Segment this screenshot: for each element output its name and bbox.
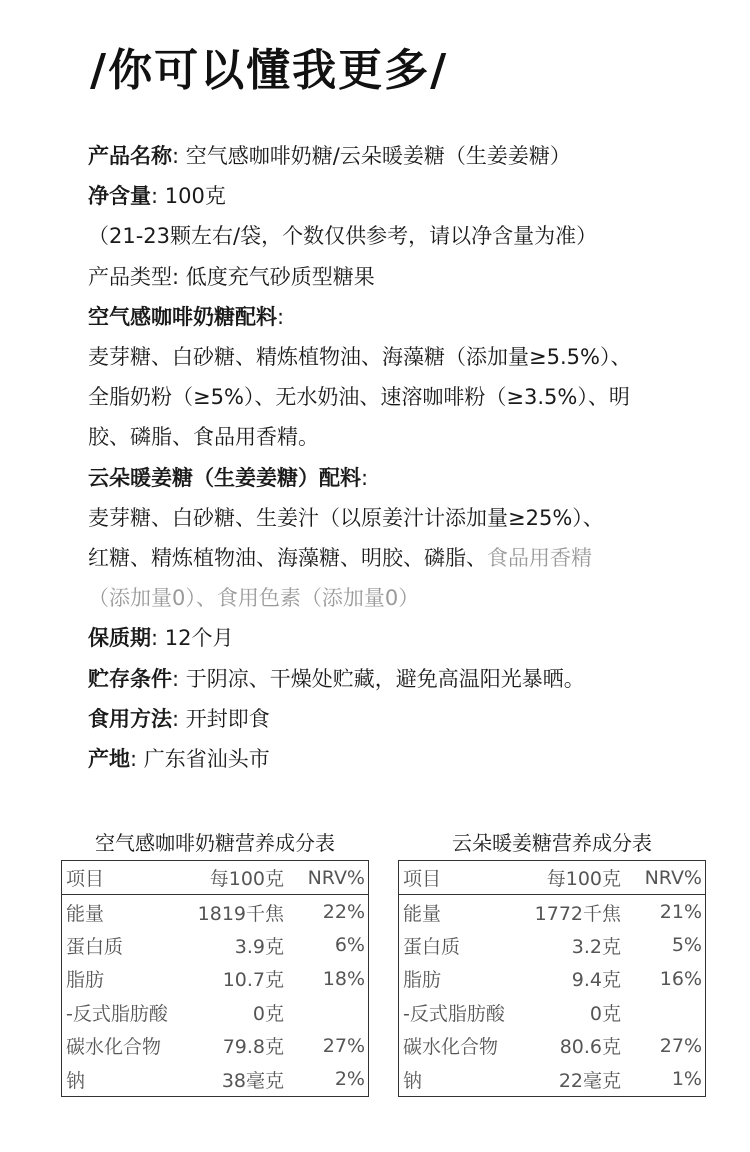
origin-label: 产地 <box>88 747 130 772</box>
row-item: 脂肪 <box>66 969 105 992</box>
shelf-life-line <box>88 618 708 658</box>
net-content-value: : 100克 <box>151 184 226 209</box>
coffee-ingredients-label: 空气感咖啡奶糖配料 <box>88 304 277 329</box>
table-row <box>62 929 369 962</box>
usage-label: 食用方法 <box>88 706 172 731</box>
row-amount: 9.4克 <box>571 969 621 992</box>
product-type-line: 产品类型: 低度充气砂质型糖果 <box>88 264 375 289</box>
ginger-ingredients-line-3: （添加量0）、食用色素（添加量0） <box>88 586 420 611</box>
net-content-note: （21-23颗左右/袋，个数仅供参考，请以净含量为准） <box>88 224 598 249</box>
nutrition-table <box>61 860 369 1097</box>
table-row <box>399 1029 706 1062</box>
row-item: 钠 <box>403 1069 423 1092</box>
product-info <box>88 136 708 779</box>
row-amount: 0克 <box>252 1002 284 1025</box>
row-nrv: 27% <box>322 1034 365 1057</box>
row-nrv: 6% <box>334 934 365 957</box>
row-nrv: 2% <box>334 1068 365 1091</box>
row-nrv <box>621 996 706 1029</box>
table-row <box>62 996 369 1029</box>
row-amount: 0克 <box>589 1002 621 1025</box>
ginger-nutrition-table <box>398 826 706 1097</box>
table-row <box>399 929 706 962</box>
storage-line <box>88 659 708 699</box>
net-content-line <box>88 176 708 216</box>
coffee-ingredients-line-3: 胶、磷脂、食品用香精。 <box>88 425 319 450</box>
row-amount: 22毫克 <box>558 1069 621 1092</box>
table-header-row <box>62 861 369 895</box>
row-amount: 10.7克 <box>222 969 284 992</box>
coffee-ingredients-line-2: 全脂奶粉（≥5%）、无水奶油、速溶咖啡粉（≥3.5%）、明 <box>88 385 630 410</box>
row-nrv: 27% <box>659 1034 702 1057</box>
table-row <box>62 1029 369 1062</box>
shelf-life-value: : 12个月 <box>151 626 234 651</box>
row-nrv: 22% <box>322 901 365 924</box>
row-amount: 3.2克 <box>571 935 621 958</box>
header-item: 项目 <box>62 861 179 895</box>
table-row <box>62 1062 369 1096</box>
origin-line <box>88 739 708 779</box>
ginger-ingredients-line-2b: 食品用香精 <box>487 546 592 571</box>
storage-value: : 于阴凉、干燥处贮藏，避免高温阳光暴晒。 <box>172 666 585 691</box>
ginger-ingredients-line-2a: 红糖、精炼植物油、海藻糖、明胶、磷脂、 <box>88 546 487 571</box>
coffee-nutrition-table <box>61 826 369 1097</box>
row-item: 蛋白质 <box>403 935 461 958</box>
row-amount: 38毫克 <box>221 1069 284 1092</box>
table-row <box>62 895 369 929</box>
row-amount: 80.6克 <box>559 1036 621 1059</box>
row-nrv: 21% <box>659 901 702 924</box>
row-amount: 3.9克 <box>234 935 284 958</box>
row-item: 脂肪 <box>403 969 442 992</box>
row-amount: 1819千焦 <box>197 902 284 925</box>
nutrition-table-title: 云朵暖姜糖营养成分表 <box>452 831 652 855</box>
ginger-ingredients-line-2 <box>88 538 708 578</box>
coffee-ingredients-heading <box>88 297 708 337</box>
row-item: 蛋白质 <box>66 935 124 958</box>
row-nrv: 18% <box>322 967 365 990</box>
ginger-ingredients-heading <box>88 458 708 498</box>
coffee-ingredients-line-1: 麦芽糖、白砂糖、精炼植物油、海藻糖（添加量≥5.5%）、 <box>88 345 632 370</box>
table-row <box>62 962 369 995</box>
origin-value: : 广东省汕头市 <box>130 747 270 772</box>
row-amount: 79.8克 <box>222 1036 284 1059</box>
usage-line <box>88 699 708 739</box>
row-item: -反式脂肪酸 <box>403 1002 505 1025</box>
page-title: /你可以懂我更多/ <box>90 45 449 96</box>
ginger-ingredients-line-1: 麦芽糖、白砂糖、生姜汁（以原姜汁计添加量≥25%）、 <box>88 505 604 530</box>
nutrition-table-title: 空气感咖啡奶糖营养成分表 <box>95 831 335 855</box>
row-item: 碳水化合物 <box>403 1036 499 1059</box>
product-name-value: : 空气感咖啡奶糖/云朵暖姜糖（生姜姜糖） <box>172 144 571 168</box>
table-row <box>399 996 706 1029</box>
header-item: 项目 <box>399 861 516 895</box>
shelf-life-label: 保质期 <box>88 626 151 651</box>
table-row <box>399 962 706 995</box>
row-item: 能量 <box>403 902 442 925</box>
net-content-label: 净含量 <box>88 184 151 209</box>
row-nrv <box>284 996 369 1029</box>
header-nrv: NRV% <box>284 861 369 895</box>
row-item: 碳水化合物 <box>66 1036 162 1059</box>
header-nrv: NRV% <box>621 861 706 895</box>
row-nrv: 16% <box>659 967 702 990</box>
row-item: 能量 <box>66 902 105 925</box>
table-header-row <box>399 861 706 895</box>
row-item: -反式脂肪酸 <box>66 1002 168 1025</box>
table-row <box>399 895 706 929</box>
row-amount: 1772千焦 <box>534 902 621 925</box>
nutrition-table <box>398 860 706 1097</box>
usage-value: : 开封即食 <box>172 706 270 731</box>
row-item: 钠 <box>66 1069 86 1092</box>
storage-label: 贮存条件 <box>88 666 172 691</box>
row-nrv: 1% <box>671 1068 702 1091</box>
row-nrv: 5% <box>671 934 702 957</box>
header-per-100g: 每100克 <box>515 861 621 895</box>
header-per-100g: 每100克 <box>178 861 284 895</box>
coffee-ingredients-colon: : <box>277 304 285 329</box>
product-name-line <box>88 136 708 176</box>
table-row <box>399 1062 706 1096</box>
ginger-ingredients-label: 云朵暖姜糖（生姜姜糖）配料 <box>88 465 361 490</box>
product-name-label: 产品名称 <box>88 144 172 168</box>
ginger-ingredients-colon: : <box>361 465 369 490</box>
